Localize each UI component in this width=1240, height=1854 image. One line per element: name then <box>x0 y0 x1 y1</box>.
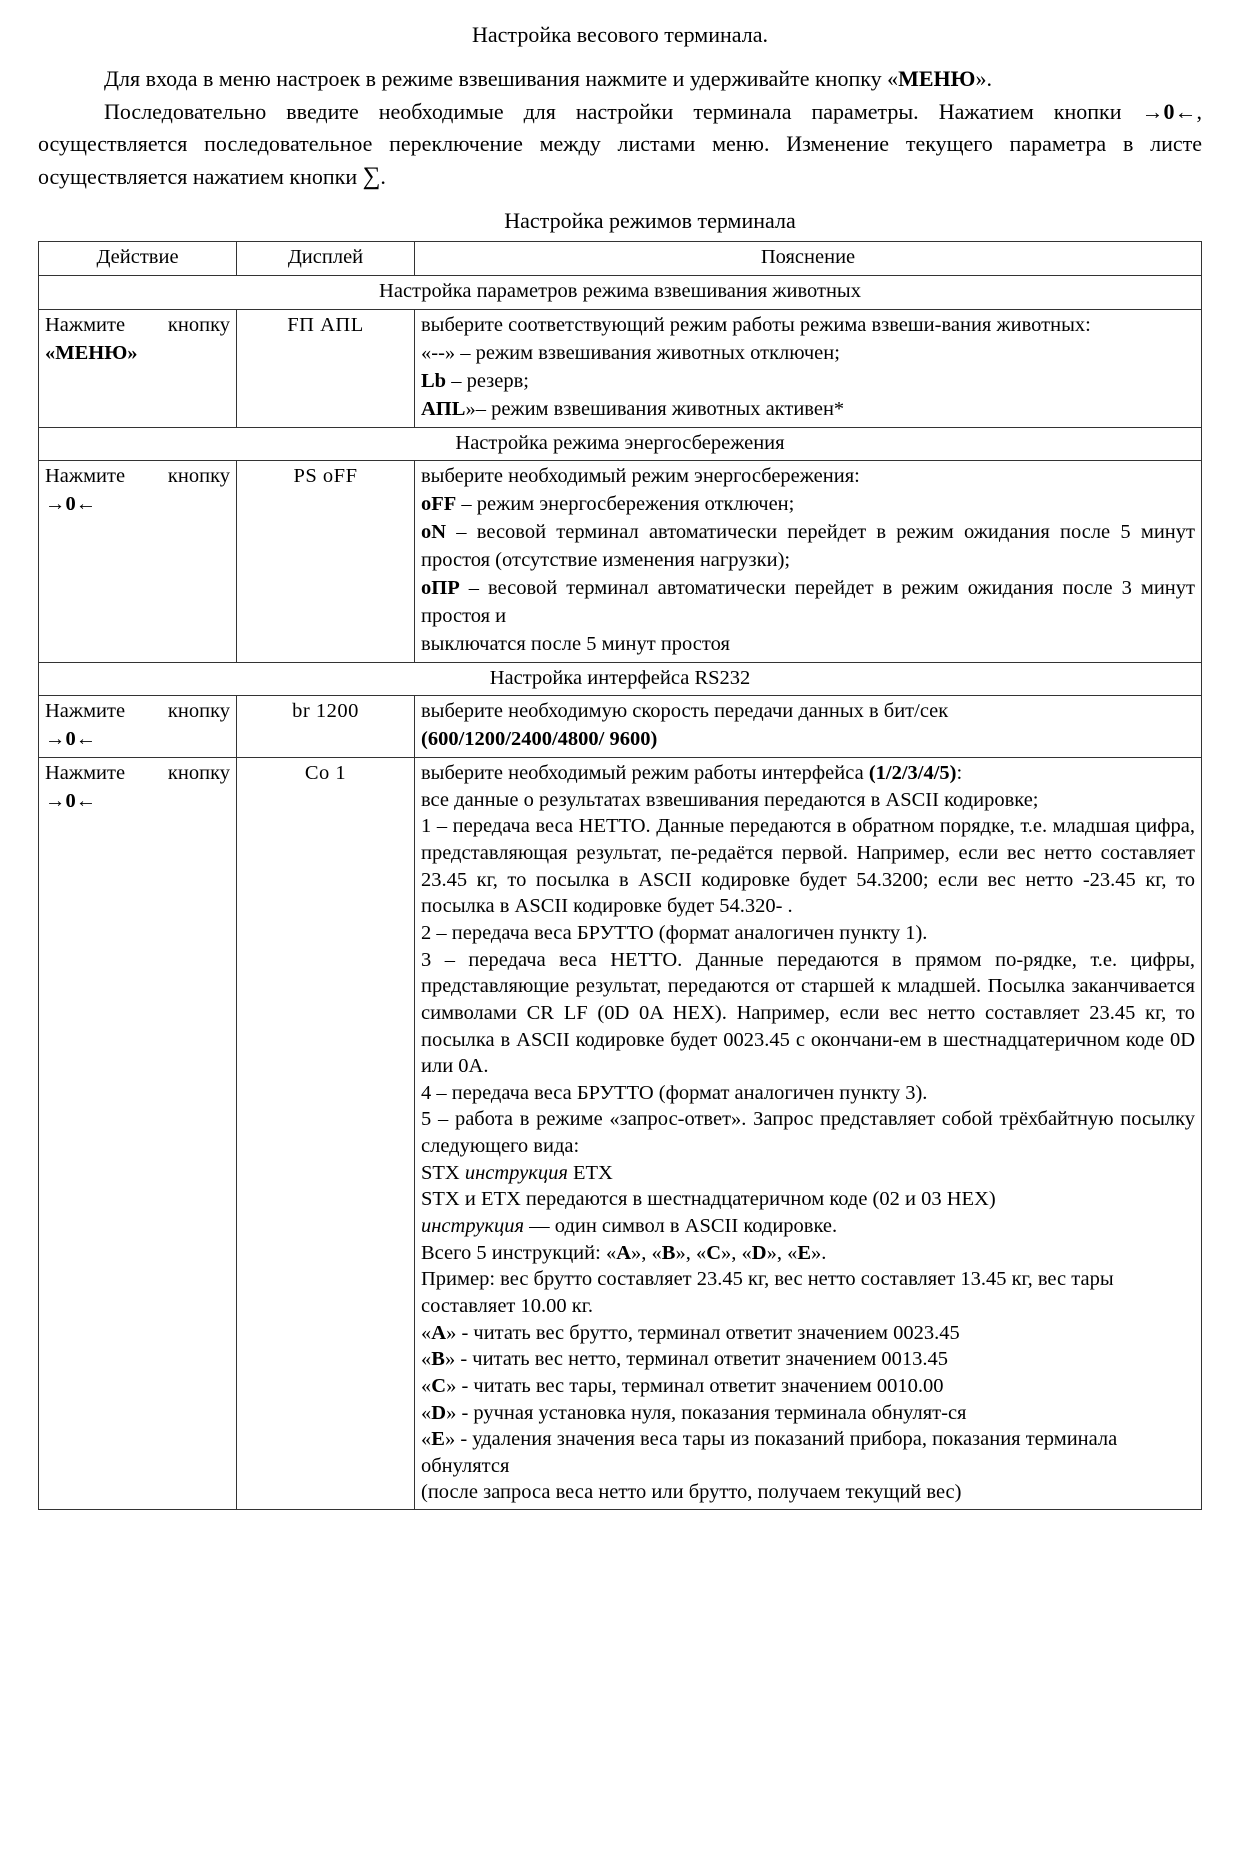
power-line-1 <box>421 491 1195 519</box>
explanation-cell-animal <box>415 310 1202 428</box>
instruction-label: инструкция <box>464 1161 568 1184</box>
table-row <box>39 696 1202 758</box>
co1-line-13 <box>421 1346 1195 1373</box>
co1-line-9-text: — один символ в ASCII кодировке. <box>524 1215 838 1238</box>
section-header-row-rs232 <box>39 662 1202 696</box>
animal-line-2-text: – резерв; <box>446 369 529 392</box>
stx-label: STX <box>421 1161 465 1184</box>
action-cell-baud <box>39 696 237 758</box>
column-header-display: Дисплей <box>237 242 415 276</box>
co1-line-11: Пример: вес брутто составляет 23.45 кг, вес нетто составляет 13.45 кг, вес тары составляет 10.00 кг. <box>421 1268 1114 1317</box>
animal-mode-apl: AПL <box>421 397 466 420</box>
power-line-0: выберите необходимый режим энергосбережения: <box>421 465 860 488</box>
co1-line-0-text-a: выберите необходимый режим работы интерфейса <box>421 762 864 785</box>
display-cell-co1: Co 1 <box>237 758 415 1510</box>
co1-line-5: 4 – передача веса БРУТТО (формат аналогичен пункту 3). <box>421 1081 928 1104</box>
quote-open-b: « <box>421 1348 432 1371</box>
action-line-2: «МЕНЮ» <box>45 341 138 364</box>
action-line-2: →0← <box>45 493 97 516</box>
instruction-c: C <box>706 1241 722 1264</box>
co1-line-16 <box>421 1426 1195 1479</box>
animal-line-1: «--» – режим взвешивания животных отключен; <box>421 341 840 364</box>
instruction-d-cmd: D <box>431 1401 447 1424</box>
sep-2: », « <box>675 1241 707 1264</box>
column-header-action: Действие <box>39 242 237 276</box>
intro-paragraph-1-text-b: кнопку « <box>814 66 899 92</box>
power-line-1-text: – режим энергосбережения отключен; <box>456 493 795 516</box>
zero-key-label: →0← <box>1141 99 1197 125</box>
action-line-1: Нажмите кнопку <box>45 465 230 488</box>
table-row <box>39 758 1202 1510</box>
section-title-rs232: Настройка интерфейса RS232 <box>39 662 1202 696</box>
quote-open-e: « <box>421 1428 432 1451</box>
instruction-e: E <box>797 1241 812 1264</box>
co1-line-12-text: » - читать вес брутто, терминал ответит значением 0023.45 <box>446 1321 960 1344</box>
explanation-cell-baud <box>415 696 1202 758</box>
intro-paragraph-2-text-b: Нажатием кнопки <box>938 99 1142 125</box>
co1-line-14 <box>421 1373 1195 1400</box>
co1-line-12 <box>421 1320 1195 1347</box>
co1-line-3: 2 – передача веса БРУТТО (формат аналогичен пункту 1). <box>421 921 928 944</box>
instruction-b-cmd: B <box>431 1348 445 1371</box>
instruction-d: D <box>751 1241 767 1264</box>
intro-paragraph-2 <box>38 96 1202 194</box>
power-line-3 <box>421 575 1195 631</box>
explanation-cell-power <box>415 461 1202 662</box>
explanation-cell-co1 <box>415 758 1202 1510</box>
co1-line-16-text: » - удаления значения веса тары из показаний прибора, показания терминала обнулятся <box>421 1428 1118 1477</box>
instruction-label-2: инструкция <box>421 1215 525 1238</box>
instruction-e-cmd: E <box>431 1428 445 1451</box>
action-line-2: →0← <box>45 728 97 751</box>
sep-1: », « <box>631 1241 662 1264</box>
section-title-animal: Настройка параметров режима взвешивания животных <box>39 276 1202 310</box>
baud-rates-list: (600/1200/2400/4800/ 9600) <box>421 728 658 751</box>
animal-line-3 <box>421 396 1195 424</box>
co1-line-13-text: » - читать вес нетто, терминал ответит значением 0013.45 <box>444 1348 949 1371</box>
action-line-1: Нажмите кнопку <box>45 700 230 723</box>
display-cell-baud: br 1200 <box>237 696 415 758</box>
sigma-key-icon: ∑ <box>362 162 381 190</box>
table-row <box>39 310 1202 428</box>
power-mode-off: oFF <box>421 493 457 516</box>
table-caption: Настройка режимов терминала <box>504 208 796 234</box>
section-header-row-power <box>39 427 1202 461</box>
display-cell-animal: FП AПL <box>237 310 415 428</box>
animal-line-0: выберите соответствующий режим работы режима взвеши-вания животных: <box>421 314 1091 337</box>
co1-line-8: STX и ETX передаются в шестнадцатеричном коде (02 и 03 HEX) <box>421 1188 996 1211</box>
co1-line-15 <box>421 1400 1195 1427</box>
co1-line-0-text-c: : <box>956 762 963 785</box>
section-title-power: Настройка режима энергосбережения <box>39 427 1202 461</box>
co1-line-10 <box>421 1240 1195 1267</box>
power-line-2 <box>421 519 1195 575</box>
column-header-explanation: Пояснение <box>415 242 1202 276</box>
co1-line-4: 3 – передача веса НЕТТО. Данные передаются в прямом по-рядке, т.е. цифры, представляющие результат, передаются от старшей к младшей. Посылка заканчивается символами CR LF (0D 0A HEX). Например, если вес нетто составляет 23.45 кг, то посылка в ASCII кодировке будет 0023.45 с окончани-ем в шестнадцатеричном коде 0D или 0A. <box>421 948 1195 1078</box>
page-title: Настройка весового терминала. <box>472 22 768 47</box>
power-line-4: выключатся после 5 минут простоя <box>421 632 730 655</box>
intro-paragraph-2-text-d: . <box>380 163 386 189</box>
intro-paragraph-2-text-c: , осуществляется последовательное переключение между листами меню. Изменение текущего параметра в листе осуществляется нажатием кнопки <box>38 99 1202 189</box>
power-mode-on: oN <box>421 521 447 544</box>
co1-line-14-text: » - читать вес тары, терминал ответит значением 0010.00 <box>446 1374 944 1397</box>
action-line-1: Нажмите кнопку <box>45 762 230 785</box>
action-cell-power <box>39 461 237 662</box>
baud-line-0: выберите необходимую скорость передачи данных в бит/сек <box>421 700 949 723</box>
co1-line-7 <box>421 1160 1195 1187</box>
power-line-2-text: – весовой терминал автоматически перейдет в режим ожидания после 5 минут простоя (отсутствие изменения нагрузки); <box>421 521 1195 572</box>
co1-line-15-text: » - ручная установка нуля, показания терминала обнулят-ся <box>446 1401 967 1424</box>
animal-line-3-text: »– режим взвешивания животных активен* <box>465 397 845 420</box>
animal-line-2 <box>421 368 1195 396</box>
animal-mode-lb: Lb <box>421 369 447 392</box>
intro-paragraph-2-text-a: Последовательно введите необходимые для настройки терминала параметры. <box>104 99 919 125</box>
table-header-row <box>39 242 1202 276</box>
co1-modes-list: (1/2/3/4/5) <box>868 762 957 785</box>
intro-paragraph-1 <box>38 63 1202 94</box>
sep-4: », « <box>766 1241 798 1264</box>
instruction-c-cmd: C <box>431 1374 447 1397</box>
menu-key-label: МЕНЮ <box>898 66 976 92</box>
co1-line-0 <box>421 760 1195 787</box>
co1-line-10-pre: Всего 5 инструкций: « <box>421 1241 617 1264</box>
power-mode-opr: oПР <box>421 576 460 599</box>
co1-line-17: (после запроса веса нетто или брутто, получаем текущий вес) <box>421 1481 962 1504</box>
action-line-1: Нажмите кнопку <box>45 314 230 337</box>
co1-line-2: 1 – передача веса НЕТТО. Данные передаются в обратном порядке, т.е. младшая цифра, представляющая результат, пе-редаётся первой. Например, если вес нетто составляет 23.45 кг, то посылка в ASCII кодировке будет 54.3200; если вес нетто -23.45 кг, то посылка в ASCII кодировке будет 54.320- . <box>421 815 1195 918</box>
co1-line-9 <box>421 1213 1195 1240</box>
etx-label: ETX <box>567 1161 613 1184</box>
quote-open-a: « <box>421 1321 432 1344</box>
co1-line-10-end: ». <box>811 1241 827 1264</box>
power-line-3-text: – весовой терминал автоматически перейдет в режим ожидания после 3 минут простоя и <box>421 576 1195 627</box>
display-cell-power: PS oFF <box>237 461 415 662</box>
action-line-2: →0← <box>45 790 97 813</box>
co1-line-1: все данные о результатах взвешивания передаются в ASCII кодировке; <box>421 788 1039 811</box>
section-header-row-animal <box>39 276 1202 310</box>
instruction-a-cmd: A <box>431 1321 447 1344</box>
action-cell-animal <box>39 310 237 428</box>
quote-open-c: « <box>421 1374 432 1397</box>
intro-paragraph-1-text-c: ». <box>975 66 992 92</box>
terminal-settings-table <box>38 241 1202 1510</box>
action-cell-co1 <box>39 758 237 1510</box>
instruction-a: A <box>616 1241 632 1264</box>
co1-line-6: 5 – работа в режиме «запрос-ответ». Запрос представляет собой трёхбайтную посылку следующего вида: <box>421 1108 1195 1158</box>
table-row <box>39 461 1202 662</box>
instruction-b: B <box>661 1241 676 1264</box>
sep-3: », « <box>721 1241 752 1264</box>
intro-paragraph-1-text-a: Для входа в меню настроек в режиме взвешивания нажмите и удерживайте <box>104 66 810 92</box>
quote-open-d: « <box>421 1401 432 1424</box>
